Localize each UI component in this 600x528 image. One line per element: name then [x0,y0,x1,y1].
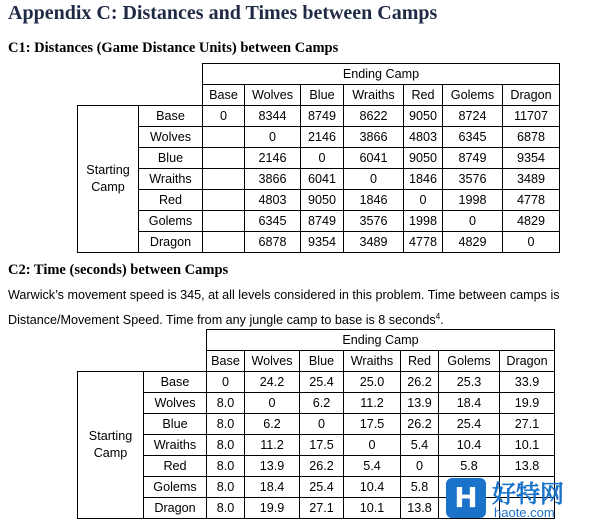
ending-camp-label: Ending Camp [203,64,560,85]
table-cell: 0 [203,106,245,127]
table-cell: 18.4 [245,477,300,498]
row-header: Blue [144,414,207,435]
watermark-chinese-text: 好特网 [492,481,564,508]
table-cell: 0 [401,456,439,477]
table-cell: 3576 [443,169,503,190]
table-cell: 8.0 [207,393,245,414]
table-cell: 8344 [245,106,301,127]
row-header: Red [139,190,203,211]
table-cell: 27.1 [500,414,555,435]
table-cell: 10.1 [344,498,401,519]
starting-camp-label: Starting Camp [78,106,139,253]
column-header: Golems [443,85,503,106]
table-cell: 6878 [245,232,301,253]
table-cell: 8.0 [207,435,245,456]
column-header: Dragon [500,351,555,372]
table-cell: 10.4 [439,435,500,456]
table-cell: 10.1 [500,435,555,456]
c1-heading: C1: Distances (Game Distance Units) between Camps [8,40,339,56]
table-cell: 3866 [245,169,301,190]
table-cell: 25.4 [439,414,500,435]
table-cell: 5.8 [401,477,439,498]
table-cell: 24.2 [245,372,300,393]
table-cell: 8749 [301,106,344,127]
table-cell: 6.2 [245,414,300,435]
row-header: Wolves [144,393,207,414]
table-cell: 5.4 [344,456,401,477]
table-cell: 5.4 [401,435,439,456]
table-cell: 8.0 [207,456,245,477]
table-cell [203,232,245,253]
table-cell: 26.2 [401,414,439,435]
table-cell: 0 [207,372,245,393]
row-header: Wolves [139,127,203,148]
table-cell: 9050 [301,190,344,211]
table-cell: 18.4 [439,393,500,414]
table-cell: 0 [503,232,560,253]
column-header: Wraiths [344,85,404,106]
table-cell: 6345 [443,127,503,148]
table-cell: 26.2 [401,372,439,393]
table-cell: 0 [404,190,443,211]
table-cell: 3489 [344,232,404,253]
column-header: Wolves [245,351,300,372]
table-cell: 6.2 [300,393,344,414]
watermark-url: haote.com [494,505,555,520]
table-cell: 0 [300,414,344,435]
distance-table [77,63,560,253]
column-header: Red [401,351,439,372]
table-cell: 4803 [404,127,443,148]
table-cell: 27.1 [300,498,344,519]
table-cell: 1846 [344,190,404,211]
table-cell: 8622 [344,106,404,127]
table-cell: 13.8 [500,456,555,477]
c2-heading: C2: Time (seconds) between Camps [8,262,229,278]
table-cell: 17.5 [344,414,401,435]
row-header: Red [144,456,207,477]
page-title: Appendix C: Distances and Times between Camps [8,2,438,24]
table-cell: 0 [344,169,404,190]
table-cell: 2146 [301,127,344,148]
table-cell [203,190,245,211]
table-cell: 6041 [301,169,344,190]
table-cell: 6878 [503,127,560,148]
row-header: Wraiths [139,169,203,190]
column-header: Golems [439,351,500,372]
logo-h-icon: H [446,478,486,518]
row-header: Golems [139,211,203,232]
table-cell: 11.2 [344,393,401,414]
footnote-mark: 4 [435,312,441,321]
table-cell: 4829 [443,232,503,253]
table-cell: 8749 [443,148,503,169]
table-cell: 1998 [443,190,503,211]
table-cell: 9354 [503,148,560,169]
table-cell: 0 [245,127,301,148]
table-cell: 11707 [503,106,560,127]
table-cell: 0 [245,393,300,414]
table-cell: 5.8 [439,456,500,477]
table-cell: 1998 [404,211,443,232]
table-cell: 9050 [404,148,443,169]
table-cell [203,148,245,169]
column-header: Base [207,351,245,372]
table-cell: 26.2 [300,456,344,477]
table-cell: 25.4 [300,372,344,393]
column-header: Wraiths [344,351,401,372]
table-cell: 19.9 [245,498,300,519]
table-cell: 6345 [245,211,301,232]
table-cell: 9050 [404,106,443,127]
row-header: Golems [144,477,207,498]
row-header: Dragon [139,232,203,253]
c2-paragraph: Warwick’s movement speed is 345, at all levels considered in this problem. Time between camps is Distance/Movement Speed. Time from any jungle camp to base is 8 seconds$^4$. [8,288,560,328]
table-cell: 1846 [404,169,443,190]
table-cell: 0 [301,148,344,169]
table-cell [203,127,245,148]
column-header: Red [404,85,443,106]
table-cell: 4778 [503,190,560,211]
table-cell: 8.0 [207,498,245,519]
watermark-logo [446,474,594,524]
table-cell: 3489 [503,169,560,190]
table-cell: 4803 [245,190,301,211]
table-cell: 0 [443,211,503,232]
table-cell: 13.8 [401,498,439,519]
table-cell: 13.9 [245,456,300,477]
starting-camp-label: Starting Camp [78,372,144,519]
column-header: Blue [301,85,344,106]
row-header: Blue [139,148,203,169]
table-cell: 8.0 [207,414,245,435]
row-header: Base [139,106,203,127]
ending-camp-label: Ending Camp [207,330,555,351]
table-cell: 25.3 [439,372,500,393]
row-header: Base [144,372,207,393]
table-cell: 2146 [245,148,301,169]
table-cell: 3576 [344,211,404,232]
table-cell: 4778 [404,232,443,253]
table-cell: 0 [344,435,401,456]
table-cell: 10.4 [344,477,401,498]
row-header: Dragon [144,498,207,519]
column-header: Blue [300,351,344,372]
table-cell: 25.4 [300,477,344,498]
row-header: Wraiths [144,435,207,456]
column-header: Base [203,85,245,106]
table-cell: 11.2 [245,435,300,456]
table-cell: 17.5 [300,435,344,456]
table-cell: 8.0 [207,477,245,498]
table-cell: 8724 [443,106,503,127]
table-cell: 3866 [344,127,404,148]
column-header: Wolves [245,85,301,106]
column-header: Dragon [503,85,560,106]
table-cell: 13.9 [401,393,439,414]
table-cell [203,211,245,232]
table-cell: 33.9 [500,372,555,393]
table-cell: 8749 [301,211,344,232]
table-cell [203,169,245,190]
table-cell: 6041 [344,148,404,169]
table-cell: 4829 [503,211,560,232]
table-cell: 19.9 [500,393,555,414]
table-cell: 9354 [301,232,344,253]
table-cell: 25.0 [344,372,401,393]
